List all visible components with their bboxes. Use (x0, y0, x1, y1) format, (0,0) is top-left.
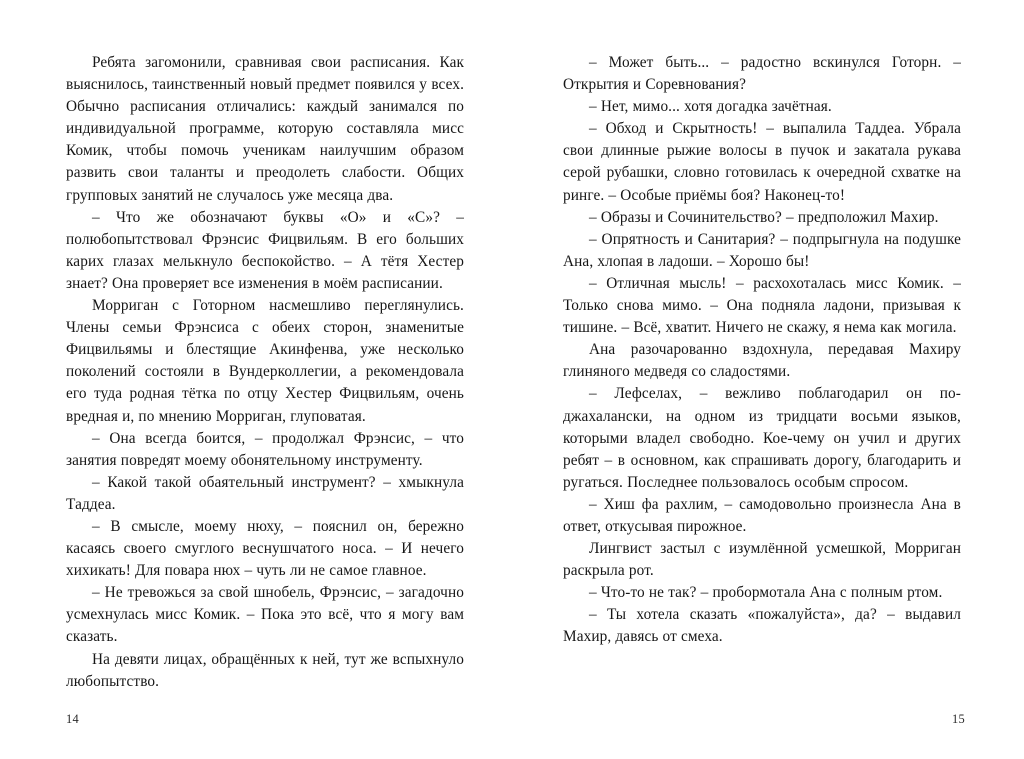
paragraph: – В смысле, моему нюху, – пояснил он, бережно касаясь своего смуглого веснушчатого носа. – И нечего хихикать! Для повара нюх – чуть ли не самое главное. (66, 517, 464, 580)
paragraph: – Может быть... – радостно вскинулся Готорн. – Открытия и Соревнования? (563, 54, 961, 94)
paragraph: – Что же обозначают буквы «О» и «С»? – полюбопытствовал Фрэнсис Фицвильям. В его больших карих глазах мелькнуло беспокойство. – А тётя Хестер знает? Она проверяет все изменения в моём расписании. (66, 208, 464, 292)
body-text-left (66, 52, 464, 693)
paragraph: – Она всегда боится, – продолжал Фрэнсис, – что занятия повредят моему обонятельному инструменту. (66, 429, 464, 469)
paragraph: Морриган с Готорном насмешливо переглянулись. Члены семьи Фрэнсиса с обеих сторон, знаменитые Фицвильямы и блестящие Акинфенва, уже несколько поколений состояли в Вундерколлегии, а рекомендовала его туда родная тётка по отцу Хестер Фицвильям, очень вредная и, по мнению Морриган, глуповатая. (66, 297, 464, 425)
paragraph: – Опрятность и Санитария? – подпрыгнула на подушке Ана, хлопая в ладоши. – Хорошо бы! (563, 230, 961, 270)
page-number-left: 14 (66, 711, 79, 726)
paragraph: – Хиш фа рахлим, – самодовольно произнесла Ана в ответ, откусывая пирожное. (563, 495, 961, 535)
paragraph: – Ты хотела сказать «пожалуйста», да? – выдавил Махир, давясь от смеха. (563, 606, 961, 646)
paragraph: Ребята загомонили, сравнивая свои расписания. Как выяснилось, таинственный новый предмет появился у всех. Обычно расписания отличались: каждый занимался по индивидуальной программе, которую составляла мисс Комик, чтобы помочь ученикам наилучшим образом развить свои таланты и преодолеть слабости. Общих групповых занятий не случалось уже месяца два. (66, 54, 464, 204)
page-right (512, 0, 1024, 759)
paragraph: Ана разочарованно вздохнула, передавая Махиру глиняного медведя со сладостями. (563, 341, 961, 381)
paragraph: Лингвист застыл с изумлённой усмешкой, Морриган раскрыла рот. (563, 540, 961, 580)
paragraph: – Нет, мимо... хотя догадка зачётная. (589, 98, 832, 116)
paragraph: – Обход и Скрытность! – выпалила Таддеа. Убрала свои длинные рыжие волосы в пучок и закатала рукава серой рубашки, словно готовилась к очередной схватке на ринге. – Особые приёмы боя? Наконец-то! (563, 120, 961, 204)
body-text-right (563, 52, 961, 649)
paragraph: – Какой такой обаятельный инструмент? – хмыкнула Таддеа. (66, 473, 464, 513)
paragraph: – Лефселах, – вежливо поблагодарил он по-джахалански, на одном из тридцати восьми языков, которыми владел свободно. Кое-чему он учил и других ребят – в основном, как спрашивать дорогу, благодарить и ругаться. Последнее пользовалось особым спросом. (563, 385, 961, 491)
paragraph: – Образы и Сочинительство? – предположил Махир. (589, 208, 939, 226)
page-number-right: 15 (952, 711, 965, 726)
paragraph: – Что-то не так? – пробормотала Ана с полным ртом. (589, 584, 943, 602)
paragraph: – Отличная мысль! – расхохоталась мисс Комик. – Только снова мимо. – Она подняла ладони, призывая к тишине. – Всё, хватит. Ничего не скажу, я нема как могила. (563, 274, 961, 337)
paragraph: На девяти лицах, обращённых к ней, тут же вспыхнуло любопытство. (66, 650, 464, 690)
paragraph: – Не тревожься за свой шнобель, Фрэнсис, – загадочно усмехнулась мисс Комик. – Пока это всё, что я могу вам сказать. (66, 584, 464, 646)
